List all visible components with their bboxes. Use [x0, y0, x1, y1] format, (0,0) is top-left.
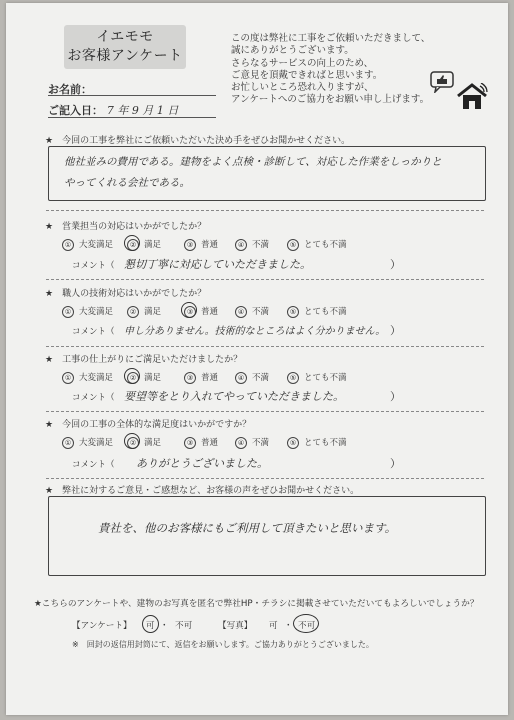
divider — [46, 478, 484, 479]
thumbs-up-speech-icon — [430, 71, 456, 93]
q5-option-5: ⑤ とても不満 — [287, 436, 347, 449]
q5-option-1: ① 大変満足 — [62, 436, 113, 449]
q5-option-2: ② 満足 — [127, 436, 161, 449]
close-paren: ） — [390, 390, 401, 403]
divider — [46, 279, 484, 280]
q2-option-4: ④ 不満 — [235, 238, 269, 251]
photo-not-ok-option: 不可 — [298, 621, 316, 631]
q4-question: ★ 工事の仕上がりにご満足いただけましたか？ — [45, 355, 243, 365]
q2-option-1: ① 大変満足 — [62, 238, 113, 251]
intro-line: この度は弊社に工事をご依頼いただきまして、 — [231, 33, 431, 44]
title-line-2: お客様アンケート — [67, 48, 183, 64]
q2-option-5: ⑤ とても不満 — [287, 238, 347, 251]
divider — [46, 346, 484, 347]
intro-line: 誠にありがとうございます。 — [231, 45, 354, 57]
q3-question: ★ 職人の技術対応はいかがでしたか？ — [45, 289, 207, 299]
intro-text — [231, 33, 430, 107]
name-label: お名前： — [48, 83, 92, 96]
q4-option-5: ⑤ とても不満 — [287, 371, 347, 384]
q2-selected-mark — [124, 235, 140, 251]
separator-dot: ・ — [284, 621, 293, 631]
q3-option-5: ⑤ とても不満 — [287, 305, 347, 318]
close-paren: ） — [390, 258, 401, 271]
q3-comment-label: コメント（ — [72, 327, 115, 337]
close-paren: ） — [390, 324, 401, 337]
q1-answer-line-1: 他社並みの費用である。建物をよく点検・診断して、対応した作業をしっかりと — [64, 156, 442, 168]
q3-selected-mark — [181, 302, 197, 318]
intro-line: お忙しいところ恐れ入りますが、 — [231, 82, 374, 94]
date-value: 7 年 9 月 1 日 — [106, 104, 179, 117]
q1-answer-line-2: やってくれる会社である。 — [64, 177, 190, 189]
q4-comment: 要望等をとり入れてやっていただきました。 — [124, 390, 344, 403]
intro-line: ご意見を頂戴できればと思います。 — [231, 69, 383, 81]
q3-option-3: ③ 普通 — [184, 305, 218, 318]
survey-not-ok-option: 不可 — [175, 621, 193, 631]
date-line — [48, 117, 216, 118]
q5-question: ★ 今回の工事の全体的な満足度はいかがですか？ — [45, 420, 252, 430]
survey-sheet — [6, 3, 508, 715]
q4-option-3: ③ 普通 — [184, 371, 218, 384]
intro-line: さらなるサービスの向上のため、 — [231, 57, 374, 69]
separator-dot: ・ — [160, 621, 169, 631]
q3-option-1: ① 大変満足 — [62, 305, 113, 318]
q2-comment-label: コメント（ — [72, 261, 115, 271]
q2-comment: 懇切丁寧に対応していただきました。 — [124, 258, 311, 271]
date-label: ご記入日： — [48, 104, 103, 117]
photo-not-ok-selected-mark — [293, 614, 319, 633]
divider — [46, 210, 484, 211]
q5-option-3: ③ 普通 — [184, 436, 218, 449]
date-row — [48, 102, 178, 118]
q6-question: ★ 弊社に対するご意見・ご感想など、お客様の声をぜひお聞かせください。 — [45, 486, 360, 496]
divider — [46, 411, 484, 412]
house-icon — [456, 83, 488, 111]
q4-option-1: ① 大変満足 — [62, 371, 113, 384]
q2-option-2: ② 満足 — [127, 238, 161, 251]
survey-title — [64, 25, 186, 69]
photo-permission-label: 【写真】 — [218, 621, 253, 631]
permission-question: ★こちらのアンケートや、建物のお写真を匿名で弊社HP・チラシに掲載させていただいてもよろしいでしょうか？ — [34, 599, 479, 609]
q4-option-2: ② 満足 — [127, 371, 161, 384]
name-line — [48, 95, 216, 96]
close-paren: ） — [390, 457, 401, 470]
survey-ok-option: 可 — [146, 621, 155, 631]
q4-option-4: ④ 不満 — [235, 371, 269, 384]
q2-option-3: ③ 普通 — [184, 238, 218, 251]
title-line-1: イエモモ — [96, 29, 154, 45]
q6-answer: 貴社を、他のお客様にもご利用して頂きたいと思います。 — [98, 521, 397, 535]
q4-comment-label: コメント（ — [72, 393, 115, 403]
q3-option-4: ④ 不満 — [235, 305, 269, 318]
survey-permission-label: 【アンケート】 — [72, 621, 132, 631]
q4-selected-mark — [124, 368, 140, 384]
q5-comment: ありがとうございました。 — [136, 457, 268, 470]
q3-option-2: ② 満足 — [127, 305, 161, 318]
q5-comment-label: コメント（ — [72, 460, 115, 470]
q1-question: ★ 今回の工事を弊社にご依頼いただいた決め手をぜひお聞かせください。 — [45, 136, 351, 146]
q5-option-4: ④ 不満 — [235, 436, 269, 449]
q2-question: ★ 営業担当の対応はいかがでしたか？ — [45, 222, 207, 232]
survey-ok-selected-mark — [142, 615, 159, 633]
q5-selected-mark — [124, 433, 140, 449]
q3-comment: 申し分ありません。技術的なところはよく分かりません。 — [124, 326, 386, 337]
intro-line: アンケートへのご協力をお願い申し上げます。 — [231, 94, 430, 106]
q6-answer-box — [48, 496, 486, 576]
photo-ok-option: 可 — [269, 621, 278, 631]
footer-note: ※ 回封の返信用封筒にて、返信をお願いします。ご協力ありがとうございました。 — [72, 640, 374, 649]
